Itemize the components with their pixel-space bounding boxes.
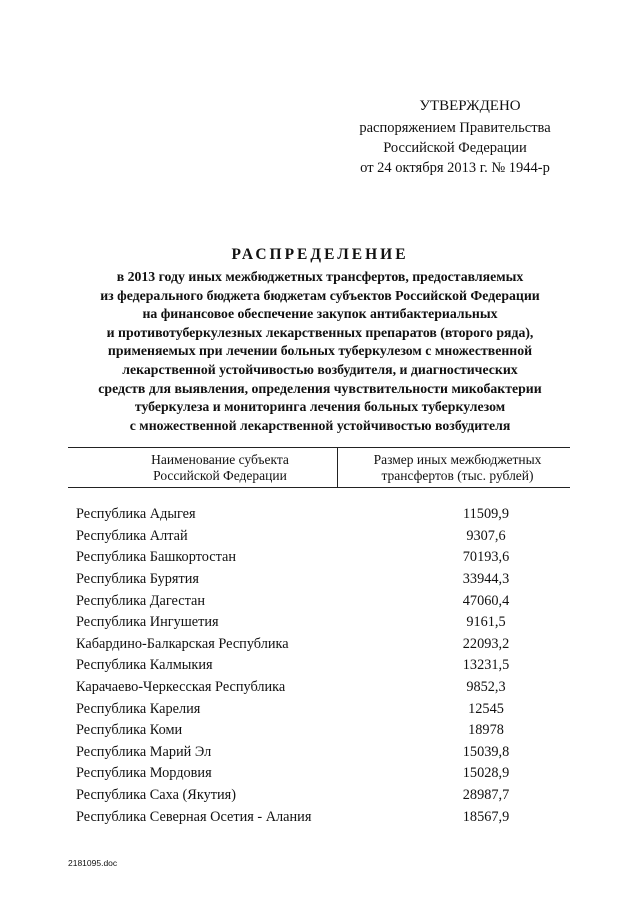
region-name: Республика Саха (Якутия) [76, 787, 236, 804]
subtitle-line: в 2013 году иных межбюджетных трансфертов, предоставляемых [116, 269, 524, 284]
subtitle-line: лекарственной устойчивостью возбудителя, и диагностических [122, 361, 518, 377]
region-name: Республика Башкортостан [76, 549, 236, 566]
table-header-amount [345, 452, 570, 484]
document-subtitle [60, 268, 580, 435]
region-name: Республика Коми [76, 722, 183, 739]
region-name: Республика Северная Осетия - Алания [76, 808, 312, 825]
file-name: 2181095.doc [68, 858, 118, 868]
table-row [76, 655, 546, 677]
header-text: Российской Федерации [153, 468, 287, 483]
transfer-amount: 33944,3 [462, 571, 510, 588]
table-row [76, 569, 546, 591]
transfer-amount: 15039,8 [462, 743, 510, 760]
table-row [76, 677, 546, 699]
transfer-amount: 15028,9 [462, 765, 510, 782]
table-row [76, 590, 546, 612]
table-row [76, 526, 546, 548]
region-name: Республика Карелия [76, 700, 201, 717]
region-name: Республика Марий Эл [76, 743, 212, 760]
transfer-amount: 13231,5 [462, 657, 510, 674]
table-row [76, 504, 546, 526]
region-name: Республика Ингушетия [76, 614, 219, 631]
region-name: Республика Бурятия [76, 571, 199, 588]
document-title: РАСПРЕДЕЛЕНИЕ [231, 246, 409, 263]
table-row [76, 742, 546, 764]
transfer-amount: 9852,3 [466, 679, 506, 696]
approval-line-1: распоряжением Правительства [359, 120, 551, 136]
transfer-amount: 70193,6 [462, 549, 510, 566]
subtitle-line: из федерального бюджета бюджетам субъектов Российской Федерации [100, 287, 540, 303]
header-text: Наименование субъекта [151, 452, 289, 467]
table-row [76, 698, 546, 720]
region-name: Республика Алтай [76, 527, 188, 544]
header-text: трансфертов (тыс. рублей) [381, 468, 534, 483]
region-name: Кабардино-Балкарская Республика [76, 635, 289, 652]
table-row [76, 612, 546, 634]
table-top-rule [68, 447, 570, 448]
approval-stamp [325, 96, 585, 178]
approval-line-3: от 24 октября 2013 г. № 1944-р [360, 160, 550, 176]
region-name: Республика Адыгея [76, 506, 196, 523]
region-name: Республика Мордовия [76, 765, 212, 782]
approval-heading: УТВЕРЖДЕНО [419, 98, 521, 114]
transfer-amount: 28987,7 [462, 787, 510, 804]
table-header-region [110, 452, 330, 484]
table-header-rule [68, 487, 570, 488]
approval-line-2: Российской Федерации [383, 140, 527, 156]
table-row [76, 763, 546, 785]
table-row [76, 720, 546, 742]
table-column-divider [337, 447, 338, 487]
region-name: Республика Калмыкия [76, 657, 213, 674]
table-row [76, 547, 546, 569]
subtitle-line: на финансовое обеспечение закупок антибактериальных [142, 306, 498, 322]
transfer-amount: 9161,5 [466, 614, 506, 631]
subtitle-line: и противотуберкулезных лекарственных препаратов (второго ряда), [106, 324, 534, 340]
header-text: Размер иных межбюджетных [373, 452, 542, 467]
transfer-amount: 47060,4 [462, 592, 510, 609]
table-row [76, 634, 546, 656]
subtitle-line: средств для выявления, определения чувствительности микобактерии [98, 380, 542, 396]
subtitle-line: применяемых при лечении больных туберкулезом с множественной [107, 343, 533, 359]
region-name: Карачаево-Черкесская Республика [76, 679, 286, 696]
subtitle-line: туберкулеза и мониторинга лечения больных туберкулезом [134, 399, 506, 415]
transfer-amount: 18567,9 [462, 808, 510, 825]
transfer-amount: 12545 [468, 700, 504, 717]
subtitle-line: с множественной лекарственной устойчивостью возбудителя [129, 417, 511, 433]
table-row [76, 785, 546, 807]
transfer-amount: 22093,2 [462, 635, 510, 652]
transfer-amount: 9307,6 [466, 527, 506, 544]
table-row [76, 806, 546, 828]
region-name: Республика Дагестан [76, 592, 206, 609]
transfer-amount: 11509,9 [463, 506, 509, 523]
table-body [76, 504, 546, 828]
transfer-amount: 18978 [468, 722, 504, 739]
